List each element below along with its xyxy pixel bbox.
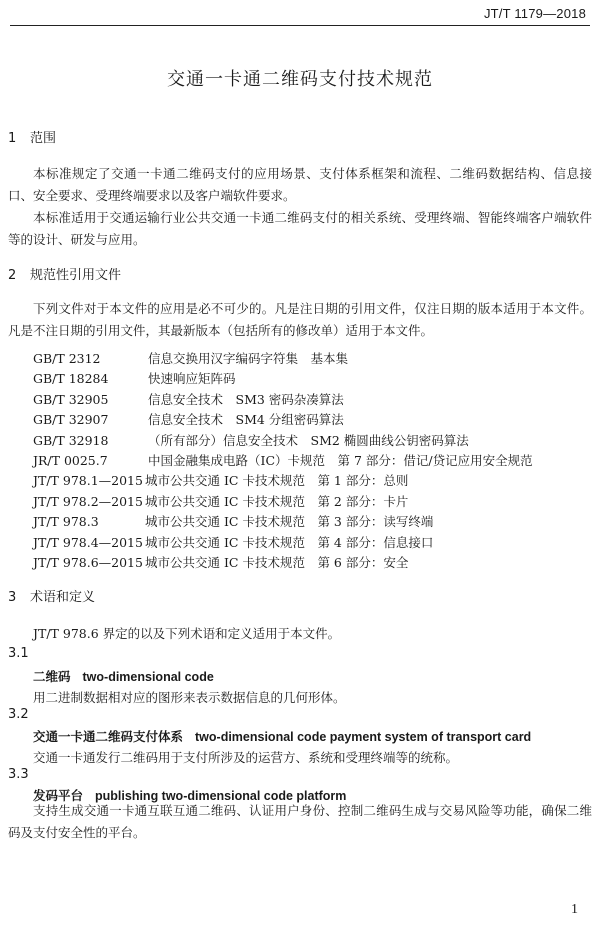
scope-paragraph-1: 本标准规定了交通一卡通二维码支付的应用场景、支付体系框架和流程、二维码数据结构、信息接口、安全要求、受理终端要求以及客户端软件要求。 <box>8 166 592 203</box>
reference-item <box>33 410 533 430</box>
term-en: two-dimensional code <box>82 670 214 684</box>
section-number: 1 <box>8 131 17 146</box>
document-title: 交通一卡通二维码支付技术规范 <box>167 69 433 90</box>
term-heading <box>33 667 214 685</box>
section-1-heading <box>8 127 56 146</box>
reference-title: 城市公共交通 IC 卡技术规范 第 6 部分：安全 <box>145 554 409 570</box>
reference-item <box>33 471 533 491</box>
section-number: 2 <box>8 268 17 283</box>
reference-code: GB/T 32905 <box>33 391 109 407</box>
reference-title: 中国金融集成电路（IC）卡规范 第 7 部分：借记/贷记应用安全规范 <box>148 452 533 468</box>
reference-code: JR/T 0025.7 <box>33 452 108 468</box>
reference-title: 信息安全技术 SM4 分组密码算法 <box>148 412 344 428</box>
reference-code: GB/T 32918 <box>33 432 109 448</box>
reference-title: 快速响应矩阵码 <box>148 371 236 387</box>
reference-title: 城市公共交通 IC 卡技术规范 第 2 部分：卡片 <box>145 493 409 509</box>
term-definition: 交通一卡通发行二维码用于支付所涉及的运营方、系统和受理终端等的统称。 <box>33 750 459 765</box>
reference-code: JT/T 978.1—2015 <box>33 473 143 489</box>
reference-code: JT/T 978.2—2015 <box>33 493 143 509</box>
reference-title: （所有部分）信息安全技术 SM2 椭圆曲线公钥密码算法 <box>148 432 469 448</box>
reference-code: JT/T 978.4—2015 <box>33 534 143 550</box>
reference-code: JT/T 978.6—2015 <box>33 554 143 570</box>
reference-item <box>33 512 533 532</box>
section-3-heading <box>8 586 95 605</box>
reference-title: 城市公共交通 IC 卡技术规范 第 1 部分：总则 <box>145 473 409 489</box>
section-2-heading <box>8 264 121 283</box>
term-definition: 用二进制数据相对应的图形来表示数据信息的几何形体。 <box>33 690 346 705</box>
section-title: 术语和定义 <box>30 590 96 605</box>
section-title: 范围 <box>30 131 57 146</box>
reference-title: 城市公共交通 IC 卡技术规范 第 4 部分：信息接口 <box>145 534 434 550</box>
reference-title: 城市公共交通 IC 卡技术规范 第 3 部分：读写终端 <box>145 514 434 530</box>
reference-code: GB/T 18284 <box>33 371 109 387</box>
terms-intro: JT/T 978.6 界定的以及下列术语和定义适用于本文件。 <box>33 626 341 641</box>
term-heading <box>33 727 531 745</box>
reference-item <box>33 553 533 573</box>
section-title: 规范性引用文件 <box>30 268 122 283</box>
term-definition: 支持生成交通一卡通互联互通二维码、认证用户身份、控制二维码生成与交易风险等功能，确保二维码及支付安全性的平台。 <box>8 803 592 840</box>
references-intro: 下列文件对于本文件的应用是必不可少的。凡是注日期的引用文件，仅注日期的版本适用于本文件。凡是不注日期的引用文件，其最新版本（包括所有的修改单）适用于本文件。 <box>8 301 592 338</box>
standard-code: JT/T 1179—2018 <box>483 6 586 21</box>
reference-item <box>33 369 533 389</box>
term-zh: 交通一卡通二维码支付体系 <box>33 729 184 744</box>
reference-list <box>33 349 533 573</box>
term-en: two-dimensional code payment system of transport card <box>195 730 532 744</box>
reference-code: GB/T 2312 <box>33 351 101 366</box>
term-number: 3.1 <box>8 646 29 661</box>
term-en: publishing two-dimensional code platform <box>95 789 347 803</box>
section-number: 3 <box>8 590 17 605</box>
term-zh: 发码平台 <box>33 788 84 803</box>
page-number: 1 <box>571 902 578 917</box>
reference-code: JT/T 978.3 <box>33 514 99 530</box>
term-number: 3.2 <box>8 707 29 722</box>
reference-item <box>33 533 533 553</box>
reference-item <box>33 349 533 369</box>
header-rule <box>10 25 590 26</box>
reference-item <box>33 492 533 512</box>
scope-paragraph-2: 本标准适用于交通运输行业公共交通一卡通二维码支付的相关系统、受理终端、智能终端客户端软件等的设计、研发与应用。 <box>8 210 592 247</box>
reference-item <box>33 451 533 471</box>
reference-item <box>33 390 533 410</box>
term-number: 3.3 <box>8 767 29 782</box>
reference-title: 信息交换用汉字编码字符集 基本集 <box>148 351 349 366</box>
reference-item <box>33 431 533 451</box>
reference-code: GB/T 32907 <box>33 412 109 428</box>
term-zh: 二维码 <box>33 669 71 684</box>
reference-title: 信息安全技术 SM3 密码杂凑算法 <box>148 391 344 407</box>
